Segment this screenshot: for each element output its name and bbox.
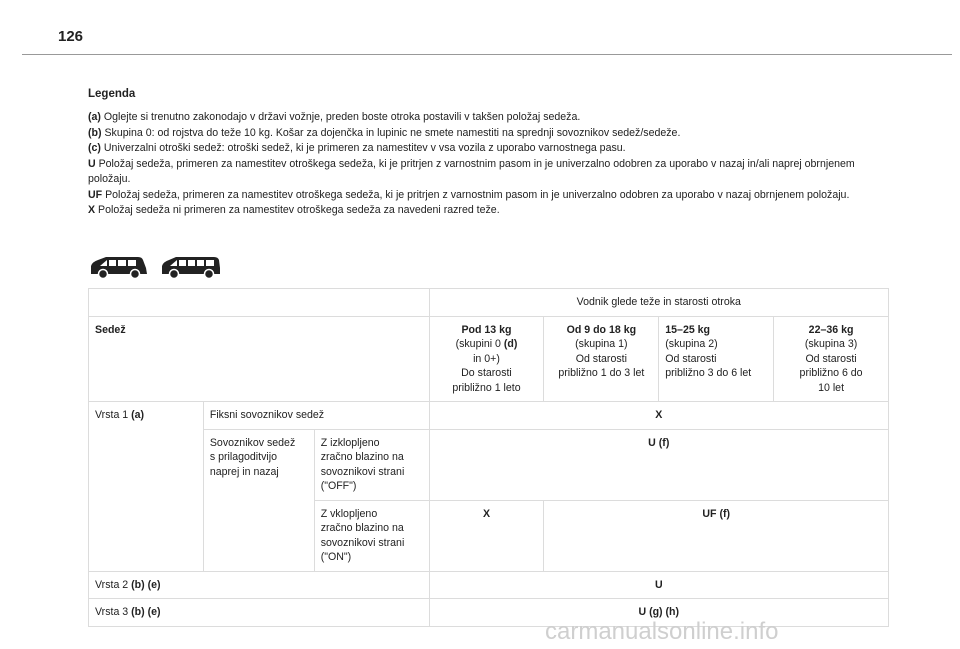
table-row bbox=[89, 402, 889, 430]
table-row bbox=[89, 289, 889, 317]
seat-header: Sedež bbox=[89, 316, 430, 402]
page-number: 126 bbox=[58, 28, 84, 45]
legend-key: (a) bbox=[88, 111, 101, 123]
row2-value: U bbox=[429, 571, 888, 599]
legend-item bbox=[88, 203, 898, 219]
group-header-0: Pod 13 kg (skupini 0 (d) in 0+) Do starosti približno 1 leto bbox=[429, 316, 544, 402]
watermark: carmanualsonline.info bbox=[545, 618, 779, 645]
header-divider bbox=[22, 54, 952, 55]
legend-text: Položaj sedeža, primeren za namestitev otroškega sedeža, ki je pritrjen z varnostnim pasom in je univerzalno odobren za uporabo v nazaj obrnjenem položaju. bbox=[102, 188, 850, 201]
van-short-icon bbox=[88, 254, 150, 280]
legend-key: U bbox=[88, 157, 96, 170]
row3-label: Vrsta 3 (b) (e) bbox=[89, 599, 430, 627]
legend-text: Skupina 0: od rojstva do teže 10 kg. Košar za dojenčka in lupinic ne smete namestiti na sprednji sovoznikov sedež/sedeže. bbox=[101, 126, 681, 139]
table-row bbox=[89, 316, 889, 402]
group-header-3: 22–36 kg (skupina 3) Od starosti približno 6 do 10 let bbox=[774, 316, 889, 402]
row2-label: Vrsta 2 (b) (e) bbox=[89, 571, 430, 599]
legend bbox=[88, 110, 898, 219]
legend-text: Univerzalni otroški sedež: otroški sedež, ki je primeren za namestitev v vsa vozila z uporabo varnostnega pasu. bbox=[100, 142, 626, 154]
table-corner-cell bbox=[89, 289, 430, 317]
airbag-on-value-group0: X bbox=[429, 500, 544, 571]
guide-header: Vodnik glede teže in starosti otroka bbox=[429, 289, 888, 317]
legend-key: (b) bbox=[88, 126, 102, 139]
table-row bbox=[89, 429, 889, 500]
legend-key: X bbox=[88, 204, 96, 216]
legend-text: Položaj sedeža, primeren za namestitev otroškega sedeža, ki je pritrjen z varnostnim pasom in je univerzalno odobren za uporabo v nazaj in/ali naprej obrnjenem položaju. bbox=[88, 157, 855, 185]
row3-value: U (g) (h) bbox=[429, 599, 888, 627]
legend-text: Položaj sedeža ni primeren za namestitev otroškega sedeža za navedeni razred teže. bbox=[95, 204, 500, 216]
table-row bbox=[89, 571, 889, 599]
airbag-off-label: Z izklopljeno zračno blazino na sovoznikovi strani ("OFF") bbox=[314, 429, 429, 500]
vehicle-icons bbox=[88, 254, 222, 280]
legend-item bbox=[88, 110, 898, 126]
group-header-1: Od 9 do 18 kg (skupina 1) Od starosti približno 1 do 3 let bbox=[544, 316, 659, 402]
van-long-icon bbox=[160, 254, 222, 280]
child-seat-table bbox=[88, 288, 889, 627]
airbag-off-value: U (f) bbox=[429, 429, 888, 500]
legend-title: Legenda bbox=[88, 88, 136, 100]
fixed-seat-value: X bbox=[429, 402, 888, 430]
legend-key: UF bbox=[88, 188, 103, 201]
fixed-seat-label: Fiksni sovoznikov sedež bbox=[203, 402, 429, 430]
legend-key: (c) bbox=[88, 142, 101, 154]
legend-item bbox=[88, 126, 898, 142]
adjustable-seat-label: Sovoznikov sedež s prilagoditvijo naprej in nazaj bbox=[203, 429, 314, 571]
row1-label: Vrsta 1 (a) bbox=[89, 402, 204, 572]
legend-item bbox=[88, 188, 898, 204]
legend-item bbox=[88, 141, 898, 157]
legend-text: Oglejte si trenutno zakonodajo v državi vožnje, preden boste otroka postavili v takšen položaj sedeža. bbox=[100, 111, 581, 123]
airbag-on-value-rest: UF (f) bbox=[544, 500, 889, 571]
legend-item bbox=[88, 157, 898, 188]
airbag-on-label: Z vklopljeno zračno blazino na sovoznikovi strani ("ON") bbox=[314, 500, 429, 571]
group-header-2: 15–25 kg (skupina 2) Od starosti približno 3 do 6 let bbox=[659, 316, 774, 402]
